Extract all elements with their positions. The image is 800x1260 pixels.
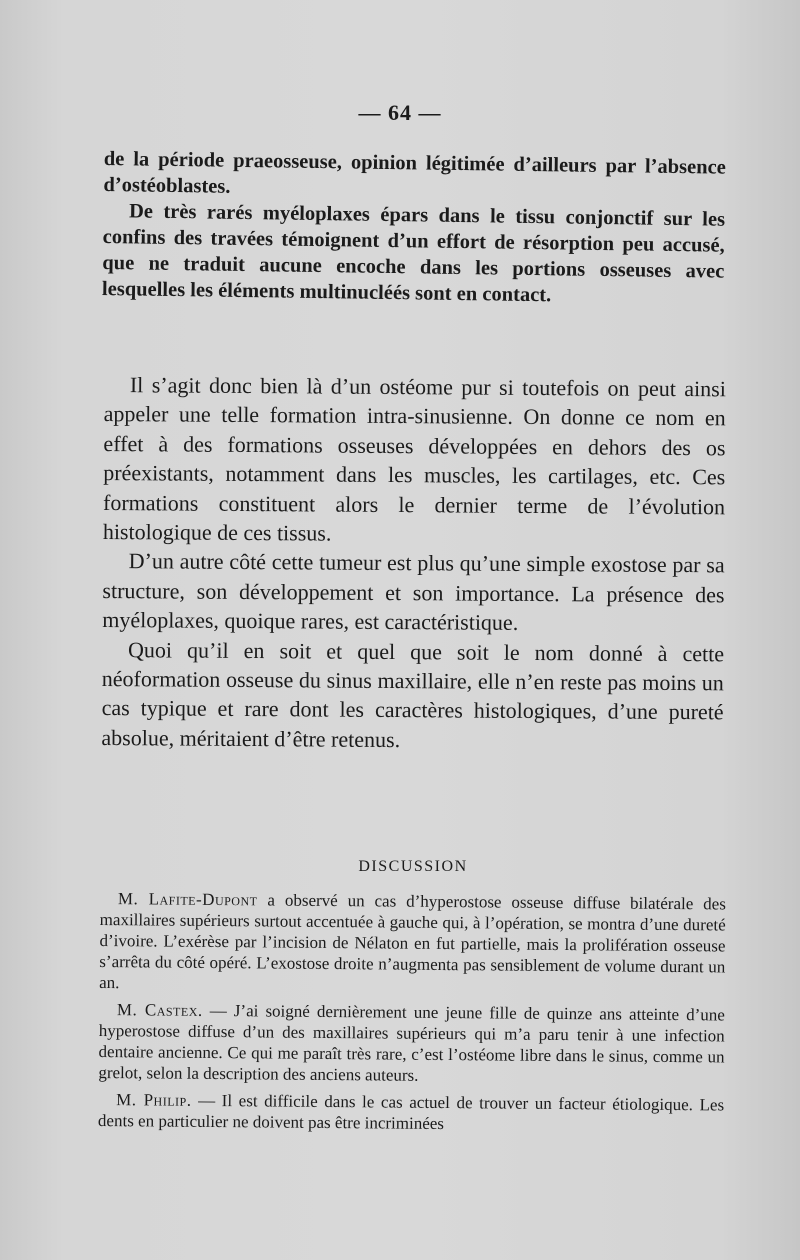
speaker-name: M. Lafite-Dupont xyxy=(117,889,258,910)
speaker-name: M. Philip. xyxy=(116,1090,192,1110)
text-block-histology xyxy=(102,146,726,311)
paragraph: Quoi qu’il en soit et quel que soit le nom donné à cette néoformation osseuse du sinus maxillaire, elle n’en reste pas moins un cas typique et rare dont les caractères histologiques, d’une pureté absolue, méritaient d’être retenus. xyxy=(101,636,725,752)
paragraph: De très rarés myéloplaxes épars dans le tissu conjonctif sur les confins des travées témoignent d’un effort de résorption peu accusé, que ne traduit aucune encoche dans les portions osseuses avec lesquelles les éléments multinucléés sont en contact. xyxy=(101,200,726,307)
discussion-heading: DISCUSSION xyxy=(358,858,468,875)
paragraph: Il s’agit donc bien là d’un ostéome pur si toutefois on peut ainsi appeler une telle formation intra-sinusienne. On donne ce nom en effet à des formations osseuses développées en dehors des os préexistants, notamment dans les muscles, les cartilages, etc. Ces formations constituent alors le dernier terme de l’évolution histologique de ces tissus. xyxy=(102,372,726,546)
paragraph: de la période praeosseuse, opinion légitimée d’ailleurs par l’absence d’ostéoblastes. xyxy=(103,147,726,198)
discussion-entry xyxy=(98,999,725,1088)
discussion-section xyxy=(98,888,726,1142)
discussion-text: — Il est difficile dans le cas actuel de trouver un facteur étiologique. Les dents en particulier ne doivent pas être incriminées xyxy=(97,1090,725,1134)
discussion-entry xyxy=(98,1089,724,1136)
paragraph: D’un autre côté cette tumeur est plus qu’une simple exostose par sa structure, son développement et son importance. La présence des myéloplaxes, quoique rares, est caractéristique. xyxy=(102,548,725,636)
text-block-conclusion xyxy=(101,370,726,757)
speaker-name: M. Castex. xyxy=(116,1000,203,1020)
page-number: — 64 — xyxy=(358,100,442,125)
discussion-entry xyxy=(99,888,726,998)
discussion-text: a observé un cas d’hyperostose osseuse diffuse bilatérale des maxillaires supérieurs surtout accentuée à gauche qui, à l’opération, se montra d’une dureté d’ivoire. L’exérèse par l’incision de Nélaton en fut partielle, mais la prolifération osseuse s’arrêta du côté opéré. L’exostose droite n’augmenta pas sensiblement de volume durant un an. xyxy=(99,890,726,993)
discussion-text: — J’ai soigné dernièrement une jeune fille de quinze ans atteinte d’une hyperostose diffuse d’un des maxillaires supérieurs qui m’a paru tenir à une infection dentaire ancienne. Ce qui me paraît très rare, c’est l’ostéome libre dans le sinus, comme un grelot, selon la description des anciens auteurs. xyxy=(98,1000,725,1085)
